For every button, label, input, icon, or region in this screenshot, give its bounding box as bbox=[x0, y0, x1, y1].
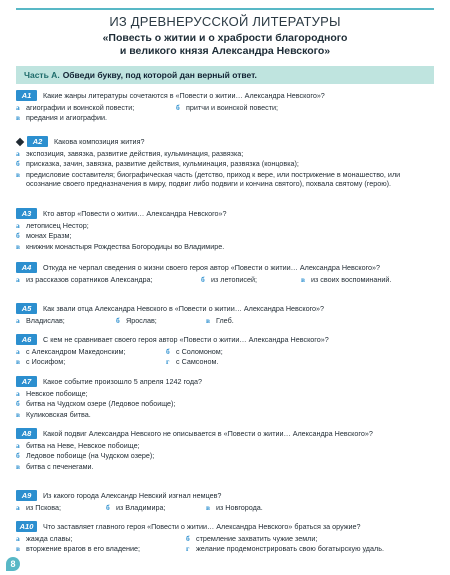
answer-option[interactable] bbox=[166, 357, 416, 366]
question-a9 bbox=[16, 490, 436, 513]
question-number-badge: A4 bbox=[16, 262, 37, 273]
option-letter[interactable]: а bbox=[16, 149, 20, 158]
question-number-badge: A7 bbox=[16, 376, 37, 387]
option-text: предания и агиографии. bbox=[26, 113, 107, 123]
option-text: Ледовое побоище (на Чудском озере); bbox=[26, 451, 155, 461]
option-text: Владислав; bbox=[26, 316, 65, 325]
option-letter[interactable]: а bbox=[16, 103, 20, 112]
answer-option[interactable] bbox=[16, 503, 106, 512]
option-text: стремление захватить чужие земли; bbox=[196, 534, 318, 543]
option-text: вторжение врагов в его владение; bbox=[26, 544, 141, 554]
work-title-line-2: и великого князя Александра Невского» bbox=[119, 45, 331, 57]
option-text: Ярослав; bbox=[126, 316, 157, 325]
answer-option[interactable] bbox=[16, 347, 166, 356]
answer-option[interactable] bbox=[206, 503, 316, 512]
answer-option[interactable] bbox=[16, 221, 436, 230]
option-text: битва на Чудском озере (Ледовое побоище); bbox=[26, 399, 176, 409]
option-text: Куликовская битва. bbox=[26, 409, 91, 419]
question-a7 bbox=[16, 376, 436, 420]
question-text: Как звали отца Александра Невского в «Повести о житии… Александра Невского»? bbox=[43, 304, 325, 313]
option-text: с Александром Македонским; bbox=[26, 347, 126, 356]
question-text: Какой подвиг Александра Невского не описывается в «Повести о житии… Александра Невского»? bbox=[43, 429, 373, 438]
option-text: притчи и воинской повести; bbox=[186, 103, 279, 112]
option-text: из рассказов соратников Александра; bbox=[26, 275, 153, 284]
option-text: экспозиция, завязка, развитие действия, кульминация, развязка; bbox=[26, 149, 244, 158]
answer-option[interactable] bbox=[16, 316, 116, 325]
option-text: битва на Неве, Невское побоище; bbox=[26, 441, 140, 450]
answer-option[interactable] bbox=[186, 534, 436, 543]
option-letter[interactable]: б bbox=[176, 103, 180, 112]
answer-option[interactable] bbox=[186, 544, 436, 553]
answer-option[interactable] bbox=[16, 113, 416, 122]
part-label: Часть А. bbox=[24, 70, 60, 80]
question-number-badge: A8 bbox=[16, 428, 37, 439]
option-text: с Самсоном. bbox=[176, 357, 219, 367]
answer-option[interactable] bbox=[16, 231, 436, 240]
answer-option[interactable] bbox=[116, 316, 206, 325]
answer-option[interactable] bbox=[106, 503, 206, 512]
option-text: книжник монастыря Рождества Богородицы во Владимире. bbox=[26, 241, 225, 251]
option-letter[interactable]: в bbox=[16, 241, 21, 251]
question-text: С кем не сравнивает своего героя автор «Повести о житии… Александра Невского»? bbox=[43, 335, 329, 344]
question-text: Из какого города Александр Невский изгнал немцев? bbox=[43, 491, 222, 500]
part-instruction: Обведи букву, под которой дан верный ответ. bbox=[62, 70, 257, 80]
option-text: из Новгорода. bbox=[216, 503, 263, 512]
option-letter[interactable]: в bbox=[16, 113, 21, 123]
section-title: ИЗ ДРЕВНЕРУССКОЙ ЛИТЕРАТУРЫ bbox=[109, 14, 341, 29]
difficulty-diamond-icon bbox=[16, 138, 24, 146]
option-letter[interactable]: а bbox=[16, 275, 20, 284]
option-letter[interactable]: а bbox=[16, 316, 20, 325]
question-text: Какое событие произошло 5 апреля 1242 года? bbox=[43, 377, 203, 386]
option-text: из летописей; bbox=[211, 275, 257, 284]
question-a6 bbox=[16, 334, 436, 368]
option-letter[interactable]: в bbox=[16, 544, 21, 554]
question-number-badge: A5 bbox=[16, 303, 37, 314]
work-title bbox=[20, 32, 430, 58]
question-a5 bbox=[16, 303, 436, 326]
option-letter[interactable]: в bbox=[16, 169, 21, 179]
option-letter[interactable]: в bbox=[16, 357, 21, 367]
question-a4 bbox=[16, 262, 436, 285]
answer-option[interactable] bbox=[201, 275, 301, 284]
option-text: летописец Нестор; bbox=[26, 221, 89, 230]
question-number-badge: A2 bbox=[27, 136, 48, 147]
option-text: желание продемонстрировать свою богатырскую удаль. bbox=[196, 544, 384, 554]
option-letter[interactable]: а bbox=[16, 534, 20, 543]
option-text: монах Еразм; bbox=[26, 231, 72, 241]
answer-option[interactable] bbox=[16, 410, 436, 419]
question-number-badge: A9 bbox=[16, 490, 37, 501]
option-letter[interactable]: б bbox=[16, 231, 20, 241]
option-text: из Пскова; bbox=[26, 503, 62, 512]
question-number-badge: A3 bbox=[16, 208, 37, 219]
question-a1 bbox=[16, 90, 436, 124]
option-letter[interactable]: б bbox=[186, 534, 190, 543]
answer-option[interactable] bbox=[176, 103, 416, 112]
answer-option[interactable] bbox=[16, 544, 186, 553]
option-letter[interactable]: а bbox=[16, 221, 20, 230]
answer-option[interactable] bbox=[301, 275, 431, 284]
option-letter[interactable]: а bbox=[16, 503, 20, 512]
answer-option[interactable] bbox=[16, 534, 186, 543]
part-a-bar bbox=[16, 66, 434, 84]
answer-option[interactable] bbox=[16, 275, 201, 284]
option-text: из Владимира; bbox=[116, 503, 166, 512]
option-text: присказка, зачин, завязка, развитие действия, кульминация, развязка (концовка); bbox=[26, 159, 299, 169]
answer-option[interactable] bbox=[16, 389, 436, 398]
option-text: Глеб. bbox=[216, 316, 234, 325]
option-letter[interactable]: а bbox=[16, 347, 20, 356]
option-text: предисловие составителя; биографическая часть (детство, приход к вере, или пострижение в монашество, или осознание своего предназначения в миру, подвиг либо подвиги и кончина святого), похвала святому (герою). bbox=[26, 169, 401, 189]
question-number-badge: A6 bbox=[16, 334, 37, 345]
option-letter[interactable]: б bbox=[16, 451, 20, 461]
option-letter[interactable]: г bbox=[166, 357, 170, 367]
answer-option[interactable] bbox=[16, 399, 436, 408]
answer-option[interactable] bbox=[206, 316, 286, 325]
option-letter[interactable]: г bbox=[186, 544, 190, 554]
option-text: битва с печенегами. bbox=[26, 461, 94, 471]
answer-option[interactable] bbox=[16, 441, 436, 450]
top-rule bbox=[16, 8, 434, 10]
question-text: Что заставляет главного героя «Повести о житии… Александра Невского» браться за оружие? bbox=[43, 522, 361, 531]
option-text: Невское побоище; bbox=[26, 389, 88, 398]
question-a2 bbox=[16, 136, 436, 190]
question-text: Откуда не черпал сведения о жизни своего героя автор «Повести о житии… Александра Невского»? bbox=[43, 263, 381, 272]
question-text: Какова композиция жития? bbox=[54, 137, 145, 146]
option-letter[interactable]: в bbox=[16, 461, 21, 471]
answer-option[interactable] bbox=[16, 357, 166, 366]
question-number-badge: A10 bbox=[16, 521, 37, 532]
option-letter[interactable]: в bbox=[206, 316, 211, 325]
option-text: с Соломоном; bbox=[176, 347, 223, 356]
answer-option[interactable] bbox=[16, 103, 176, 112]
option-letter[interactable]: в bbox=[301, 275, 306, 284]
option-letter[interactable]: в bbox=[206, 503, 211, 512]
option-letter[interactable]: б bbox=[16, 399, 20, 409]
option-letter[interactable]: б bbox=[16, 159, 20, 169]
option-letter[interactable]: б bbox=[201, 275, 205, 284]
option-letter[interactable]: б bbox=[116, 316, 120, 325]
question-a3 bbox=[16, 208, 436, 252]
question-a10 bbox=[16, 521, 436, 555]
question-text: Кто автор «Повести о житии… Александра Невского»? bbox=[43, 209, 227, 218]
option-letter[interactable]: в bbox=[16, 409, 21, 419]
option-letter[interactable]: б bbox=[106, 503, 110, 512]
answer-option[interactable] bbox=[16, 242, 436, 251]
option-text: агиографии и воинской повести; bbox=[26, 103, 135, 112]
answer-option[interactable] bbox=[16, 170, 436, 189]
answer-option[interactable] bbox=[166, 347, 416, 356]
page-number: 8 bbox=[6, 557, 20, 571]
option-letter[interactable]: а bbox=[16, 389, 20, 398]
option-text: из своих воспоминаний. bbox=[311, 275, 392, 284]
question-text: Какие жанры литературы сочетаются в «Повести о житии… Александра Невского»? bbox=[43, 91, 325, 100]
option-text: жажда славы; bbox=[26, 534, 73, 543]
answer-option[interactable] bbox=[16, 462, 436, 471]
option-letter[interactable]: б bbox=[166, 347, 170, 356]
option-letter[interactable]: а bbox=[16, 441, 20, 450]
answer-option[interactable] bbox=[16, 451, 436, 460]
option-text: с Иосифом; bbox=[26, 357, 66, 367]
question-a8 bbox=[16, 428, 436, 472]
work-title-line-1: «Повесть о житии и о храбрости благородного bbox=[102, 32, 348, 44]
answer-option[interactable] bbox=[16, 159, 436, 168]
question-number-badge: A1 bbox=[16, 90, 37, 101]
answer-option[interactable] bbox=[16, 149, 436, 158]
